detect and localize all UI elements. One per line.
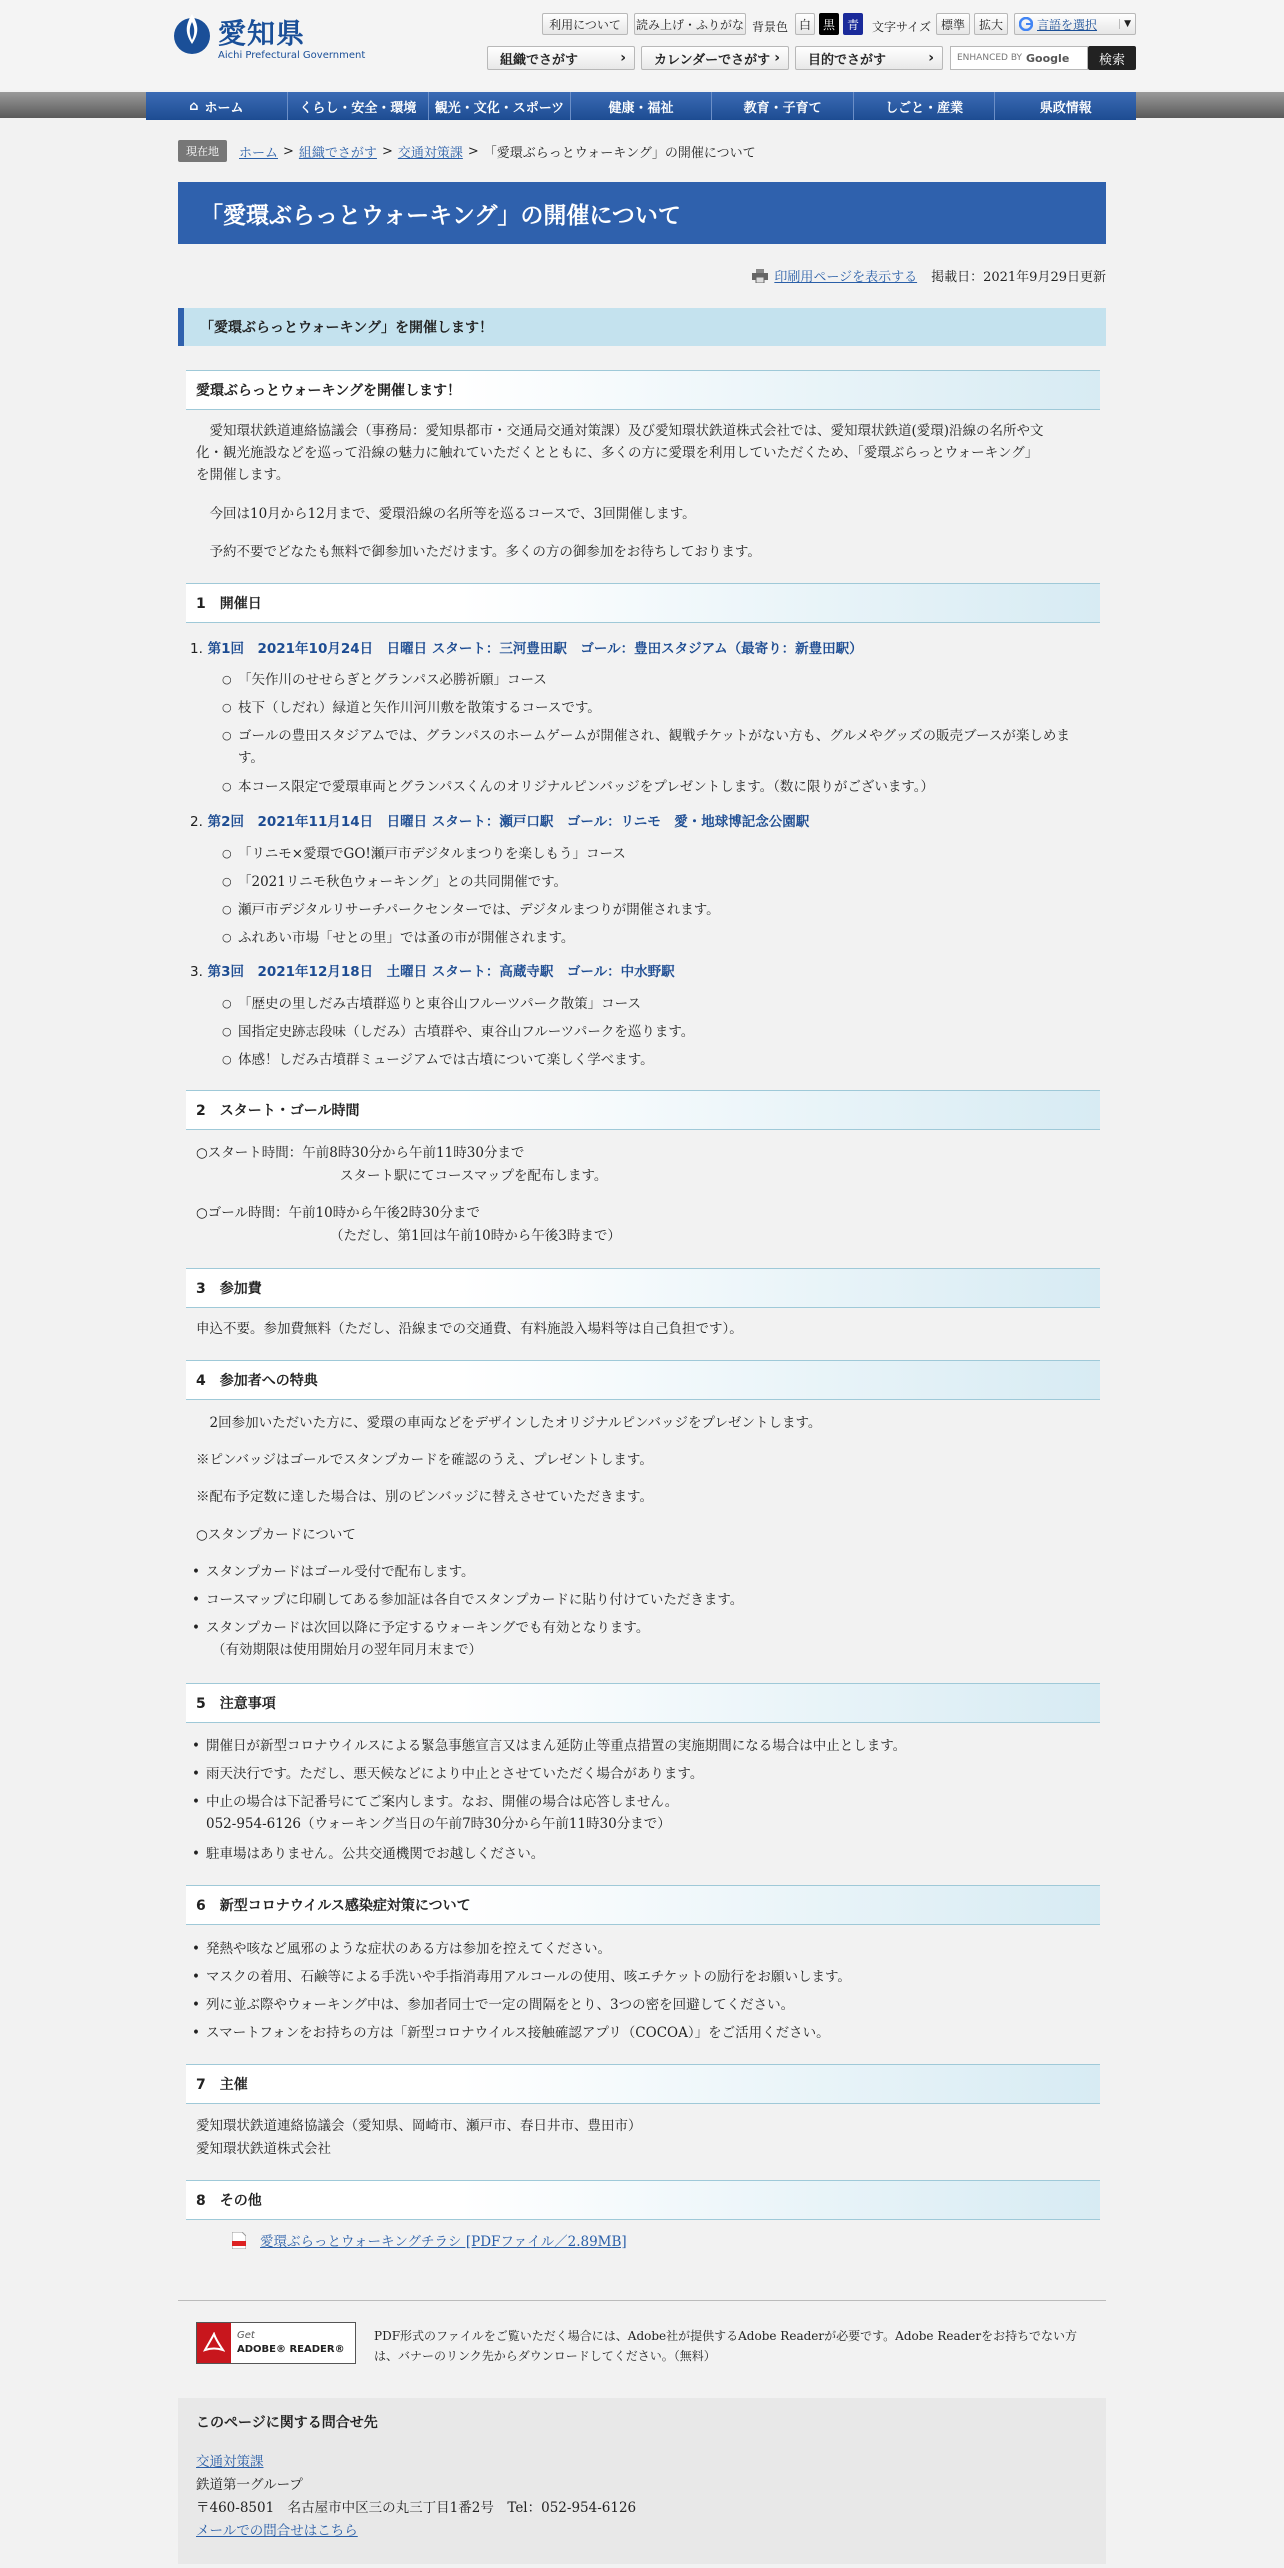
perk-text: 2回参加いただいた方に、愛環の車両などをデザインしたオリジナルピンバッジをプレゼントします。 <box>196 1415 822 1431</box>
search-by-org-label: 組織でさがす <box>500 52 579 68</box>
list-item: ○ 瀬戸市デジタルリサーチパークセンターでは、デジタルまつりが開催されます。 <box>222 899 1112 921</box>
search-by-calendar-label: カレンダーでさがす <box>654 52 771 68</box>
bg-color-label: 背景色 <box>752 20 789 34</box>
event-title-text: 第2回 2021年11月14日 日曜日 スタート：瀬戸口駅 ゴール：リニモ 愛・地球博記念公園駅 <box>207 814 810 830</box>
nav-work[interactable]: しごと・産業 <box>854 92 996 120</box>
start-time: ○スタート時間：午前8時30分から午前11時30分まで <box>196 1145 525 1161</box>
search-enhanced-prefix: ENHANCED BY <box>957 53 1023 63</box>
list-item: • マスクの着用、石鹸等による手洗いや手指消毒用アルコールの使用、咳エチケットの励行をお願いします。 <box>190 1966 1100 1988</box>
logo-text: 愛知県 <box>218 17 306 50</box>
nav-home-label: ホーム <box>204 100 244 116</box>
page-title: 「愛環ぶらっとウォーキング」の開催について <box>178 182 1106 244</box>
list-item-continuation: す。 <box>238 750 264 766</box>
section-heading: 「愛環ぶらっとウォーキング」を開催します！ <box>178 308 1106 346</box>
divider <box>178 2300 1106 2301</box>
goal-time: ○ゴール時間：午前10時から午後2時30分まで <box>196 1205 480 1221</box>
list-item: • コースマップに印刷してある参加証は各自でスタンプカードに貼り付けていただきます。 <box>190 1589 1100 1611</box>
breadcrumb-home[interactable]: ホーム <box>239 145 279 161</box>
subsection-heading: 1 開催日 <box>186 583 1100 623</box>
intro-paragraph: 化・観光施設などを巡って沿線の魅力に触れていただくとともに、多くの方に愛環を利用していただくため、「愛環ぶらっとウォーキング」 <box>196 445 1039 461</box>
list-item: ○ 体感！しだみ古墳群ミュージアムでは古墳について楽しく学べます。 <box>222 1049 1112 1071</box>
list-item: ○ 「リニモ×愛環でGO!瀬戸市デジタルまつりを楽しもう」コース <box>222 843 1112 865</box>
translate-select[interactable] <box>1014 13 1136 35</box>
goal-time-note: （ただし、第1回は午前10時から午後3時まで） <box>330 1228 621 1244</box>
event-1-title <box>190 637 863 657</box>
font-large-button[interactable]: 拡大 <box>974 13 1008 35</box>
chevron-right-icon: › <box>774 50 780 66</box>
event-number: 2. <box>190 814 203 830</box>
list-item: • 開催日が新型コロナウイルスによる緊急事態宣言又はまん延防止等重点措置の実施期間になる場合は中止とします。 <box>190 1735 1100 1757</box>
nav-tourism[interactable]: 観光・文化・スポーツ <box>429 92 571 120</box>
list-item: • 中止の場合は下記番号にてご案内します。なお、開催の場合は応答しません。 <box>190 1791 1100 1813</box>
subsection-heading: 6 新型コロナウイルス感染症対策について <box>186 1885 1100 1925</box>
search-by-purpose-label: 目的でさがす <box>808 52 887 68</box>
list-item: ○ 「歴史の里しだみ古墳群巡りと東谷山フルーツパーク散策」コース <box>222 993 1112 1015</box>
translate-label: 言語を選択 <box>1037 17 1098 32</box>
pdf-download-link[interactable]: 愛環ぶらっとウォーキングチラシ [PDFファイル／2.89MB] <box>260 2234 627 2250</box>
nav-education[interactable]: 教育・子育て <box>712 92 854 120</box>
nav-home[interactable] <box>146 92 288 120</box>
perk-text: ※配布予定数に達した場合は、別のピンバッジに替えさせていただきます。 <box>196 1489 653 1505</box>
subsection-heading: 5 注意事項 <box>186 1683 1100 1723</box>
nav-living[interactable]: くらし・安全・環境 <box>288 92 430 120</box>
list-item: • 列に並ぶ際やウォーキング中は、参加者同士で一定の間隔をとり、3つの密を回避してください。 <box>190 1994 1100 2016</box>
aichi-emblem-icon <box>172 8 212 58</box>
contact-address: 〒460-8501 名古屋市中区三の丸三丁目1番2号 Tel：052-954-6126 <box>196 2500 637 2516</box>
bg-black-button[interactable]: 黒 <box>819 13 839 35</box>
page-meta <box>752 266 1106 285</box>
breadcrumb-org[interactable]: 組織でさがす <box>298 145 377 161</box>
start-time-note: スタート駅にてコースマップを配布します。 <box>340 1168 608 1184</box>
search-button[interactable]: 検索 <box>1088 46 1136 70</box>
list-item: ○ ふれあい市場「せとの里」では蚤の市が開催されます。 <box>222 927 1112 949</box>
adobe-notice: PDF形式のファイルをご覧いただく場合には、Adobe社が提供するAdobe Readerが必要です。Adobe Readerをお持ちでない方は、バナーのリンク先からダウンロードしてください。（無料） <box>374 2329 1078 2363</box>
contact-box <box>178 2398 1106 2564</box>
list-item: • 雨天決行です。ただし、悪天候などにより中止とさせていただく場合があります。 <box>190 1763 1100 1785</box>
breadcrumb-separator: > <box>283 143 294 159</box>
breadcrumb-current: 「愛環ぶらっとウォーキング」の開催について <box>483 145 756 161</box>
nav-health[interactable]: 健康・福祉 <box>571 92 713 120</box>
current-location-badge: 現在地 <box>178 140 227 162</box>
search-by-purpose-button[interactable] <box>795 46 943 70</box>
search-by-calendar-button[interactable] <box>641 46 789 70</box>
bg-white-button[interactable]: 白 <box>795 13 815 35</box>
intro-paragraph: 今回は10月から12月まで、愛環沿線の名所等を巡るコースで、3回開催します。 <box>196 506 696 522</box>
nav-government[interactable]: 県政情報 <box>1039 100 1092 116</box>
chevron-down-icon: ▼ <box>1119 19 1131 29</box>
subsection-heading: 3 参加費 <box>186 1268 1100 1308</box>
contact-heading: このページに関する問合せ先 <box>196 2415 378 2431</box>
list-item-continuation: （有効期限は使用開始月の翌年同月末まで） <box>212 1642 482 1658</box>
intro-paragraph: 予約不要でどなたも無料で御参加いただけます。多くの方の御参加をお待ちしております。 <box>196 544 761 560</box>
contact-group: 鉄道第一グループ <box>196 2477 303 2493</box>
print-page-link[interactable]: 印刷用ページを表示する <box>774 270 918 285</box>
event-number: 1. <box>190 641 203 657</box>
event-number: 3. <box>190 964 203 980</box>
search-by-org-button[interactable] <box>487 46 635 70</box>
adobe-get-text: Get <box>237 2330 255 2341</box>
list-item: • 駐車場はありません。公共交通機関でお越しください。 <box>190 1843 1100 1865</box>
breadcrumb <box>178 140 756 162</box>
event-3-title <box>190 960 675 980</box>
published-date: 掲載日：2021年9月29日更新 <box>931 270 1106 285</box>
fee-text: 申込不要。参加費無料（ただし、沿線までの交通費、有料施設入場料等は自己負担です）。 <box>196 1321 743 1337</box>
google-wordmark: Google <box>1026 51 1070 65</box>
list-item: • スタンプカードは次回以降に予定するウォーキングでも有効となります。 <box>190 1617 1100 1639</box>
organizer: 愛知環状鉄道連絡協議会（愛知県、岡崎市、瀬戸市、春日井市、豊田市） <box>196 2118 642 2134</box>
subsection-heading: 4 参加者への特典 <box>186 1360 1100 1400</box>
event-title-text: 第3回 2021年12月18日 土曜日 スタート：高蔵寺駅 ゴール：中水野駅 <box>207 964 675 980</box>
adobe-logo-icon <box>197 2323 231 2363</box>
list-item: ○ 「矢作川のせせらぎとグランパス必勝祈願」コース <box>222 669 1112 691</box>
event-2-title <box>190 810 809 830</box>
list-item: ○ 国指定史跡志段味（しだみ）古墳群や、東谷山フルーツパークを巡ります。 <box>222 1021 1112 1043</box>
contact-mail-link[interactable]: メールでの問合せはこちら <box>196 2523 358 2539</box>
global-nav <box>146 92 1136 120</box>
perk-text: ※ピンバッジはゴールでスタンプカードを確認のうえ、プレゼントします。 <box>196 1452 653 1468</box>
subsection-heading: 愛環ぶらっとウォーキングを開催します！ <box>186 370 1100 410</box>
home-icon: ⌂ <box>189 98 199 114</box>
about-button[interactable]: 利用について <box>542 13 628 35</box>
list-item: ○ ゴールの豊田スタジアムでは、グランパスのホームゲームが開催され、観戦チケットがない方も、グルメやグッズの販売ブースが楽しめま <box>222 725 1112 747</box>
site-header <box>0 0 1284 90</box>
readaloud-button[interactable]: 読み上げ・ふりがな <box>634 13 746 35</box>
font-normal-button[interactable]: 標準 <box>936 13 970 35</box>
list-item: • スマートフォンをお持ちの方は「新型コロナウイルス接触確認アプリ（COCOA）」をご活用ください。 <box>190 2022 1100 2044</box>
pdf-attachment <box>232 2230 627 2250</box>
chevron-right-icon: › <box>928 50 934 66</box>
subsection-heading: 2 スタート・ゴール時間 <box>186 1090 1100 1130</box>
list-item: • 発熱や咳など風邪のような症状のある方は参加を控えてください。 <box>190 1938 1100 1960</box>
adobe-reader-text: ADOBE® READER® <box>237 2344 345 2355</box>
chevron-right-icon: › <box>620 50 626 66</box>
list-item-continuation: 052-954-6126（ウォーキング当日の午前7時30分から午前11時30分まで） <box>206 1816 671 1832</box>
subsection-heading: 7 主催 <box>186 2064 1100 2104</box>
subsection-heading: 8 その他 <box>186 2180 1100 2220</box>
font-size-label: 文字サイズ <box>872 20 932 34</box>
breadcrumb-dept[interactable]: 交通対策課 <box>397 145 463 161</box>
contact-dept-link[interactable]: 交通対策課 <box>196 2454 264 2470</box>
logo-subtext: Aichi Prefectural Government <box>218 50 366 61</box>
intro-paragraph: 愛知環状鉄道連絡協議会（事務局：愛知県都市・交通局交通対策課）及び愛知環状鉄道株式会社では、愛知環状鉄道(愛環)沿線の名所や文 <box>196 423 1044 439</box>
breadcrumb-separator: > <box>467 143 479 159</box>
organizer: 愛知環状鉄道株式会社 <box>196 2141 331 2157</box>
list-item: ○ 枝下（しだれ）緑道と矢作川河川敷を散策するコースです。 <box>222 697 1112 719</box>
list-item: • スタンプカードはゴール受付で配布します。 <box>190 1561 1100 1583</box>
site-logo[interactable] <box>172 8 372 60</box>
list-item: ○ 本コース限定で愛環車両とグランパスくんのオリジナルピンバッジをプレゼントします。（数に限りがございます。） <box>222 776 1112 798</box>
list-item: ○ 「2021リニモ秋色ウォーキング」との共同開催です。 <box>222 871 1112 893</box>
breadcrumb-separator: > <box>381 143 393 159</box>
printer-icon <box>752 269 768 283</box>
site-search-input[interactable] <box>950 46 1088 70</box>
bg-blue-button[interactable]: 青 <box>843 13 863 35</box>
perk-text: ○スタンプカードについて <box>196 1527 356 1543</box>
pdf-file-icon <box>232 2232 246 2249</box>
intro-paragraph: を開催します。 <box>196 467 290 483</box>
google-g-icon <box>1019 17 1033 31</box>
event-title-text: 第1回 2021年10月24日 日曜日 スタート：三河豊田駅 ゴール：豊田スタジアム（最寄り：新豊田駅） <box>207 641 863 657</box>
adobe-reader-banner[interactable] <box>196 2322 356 2364</box>
